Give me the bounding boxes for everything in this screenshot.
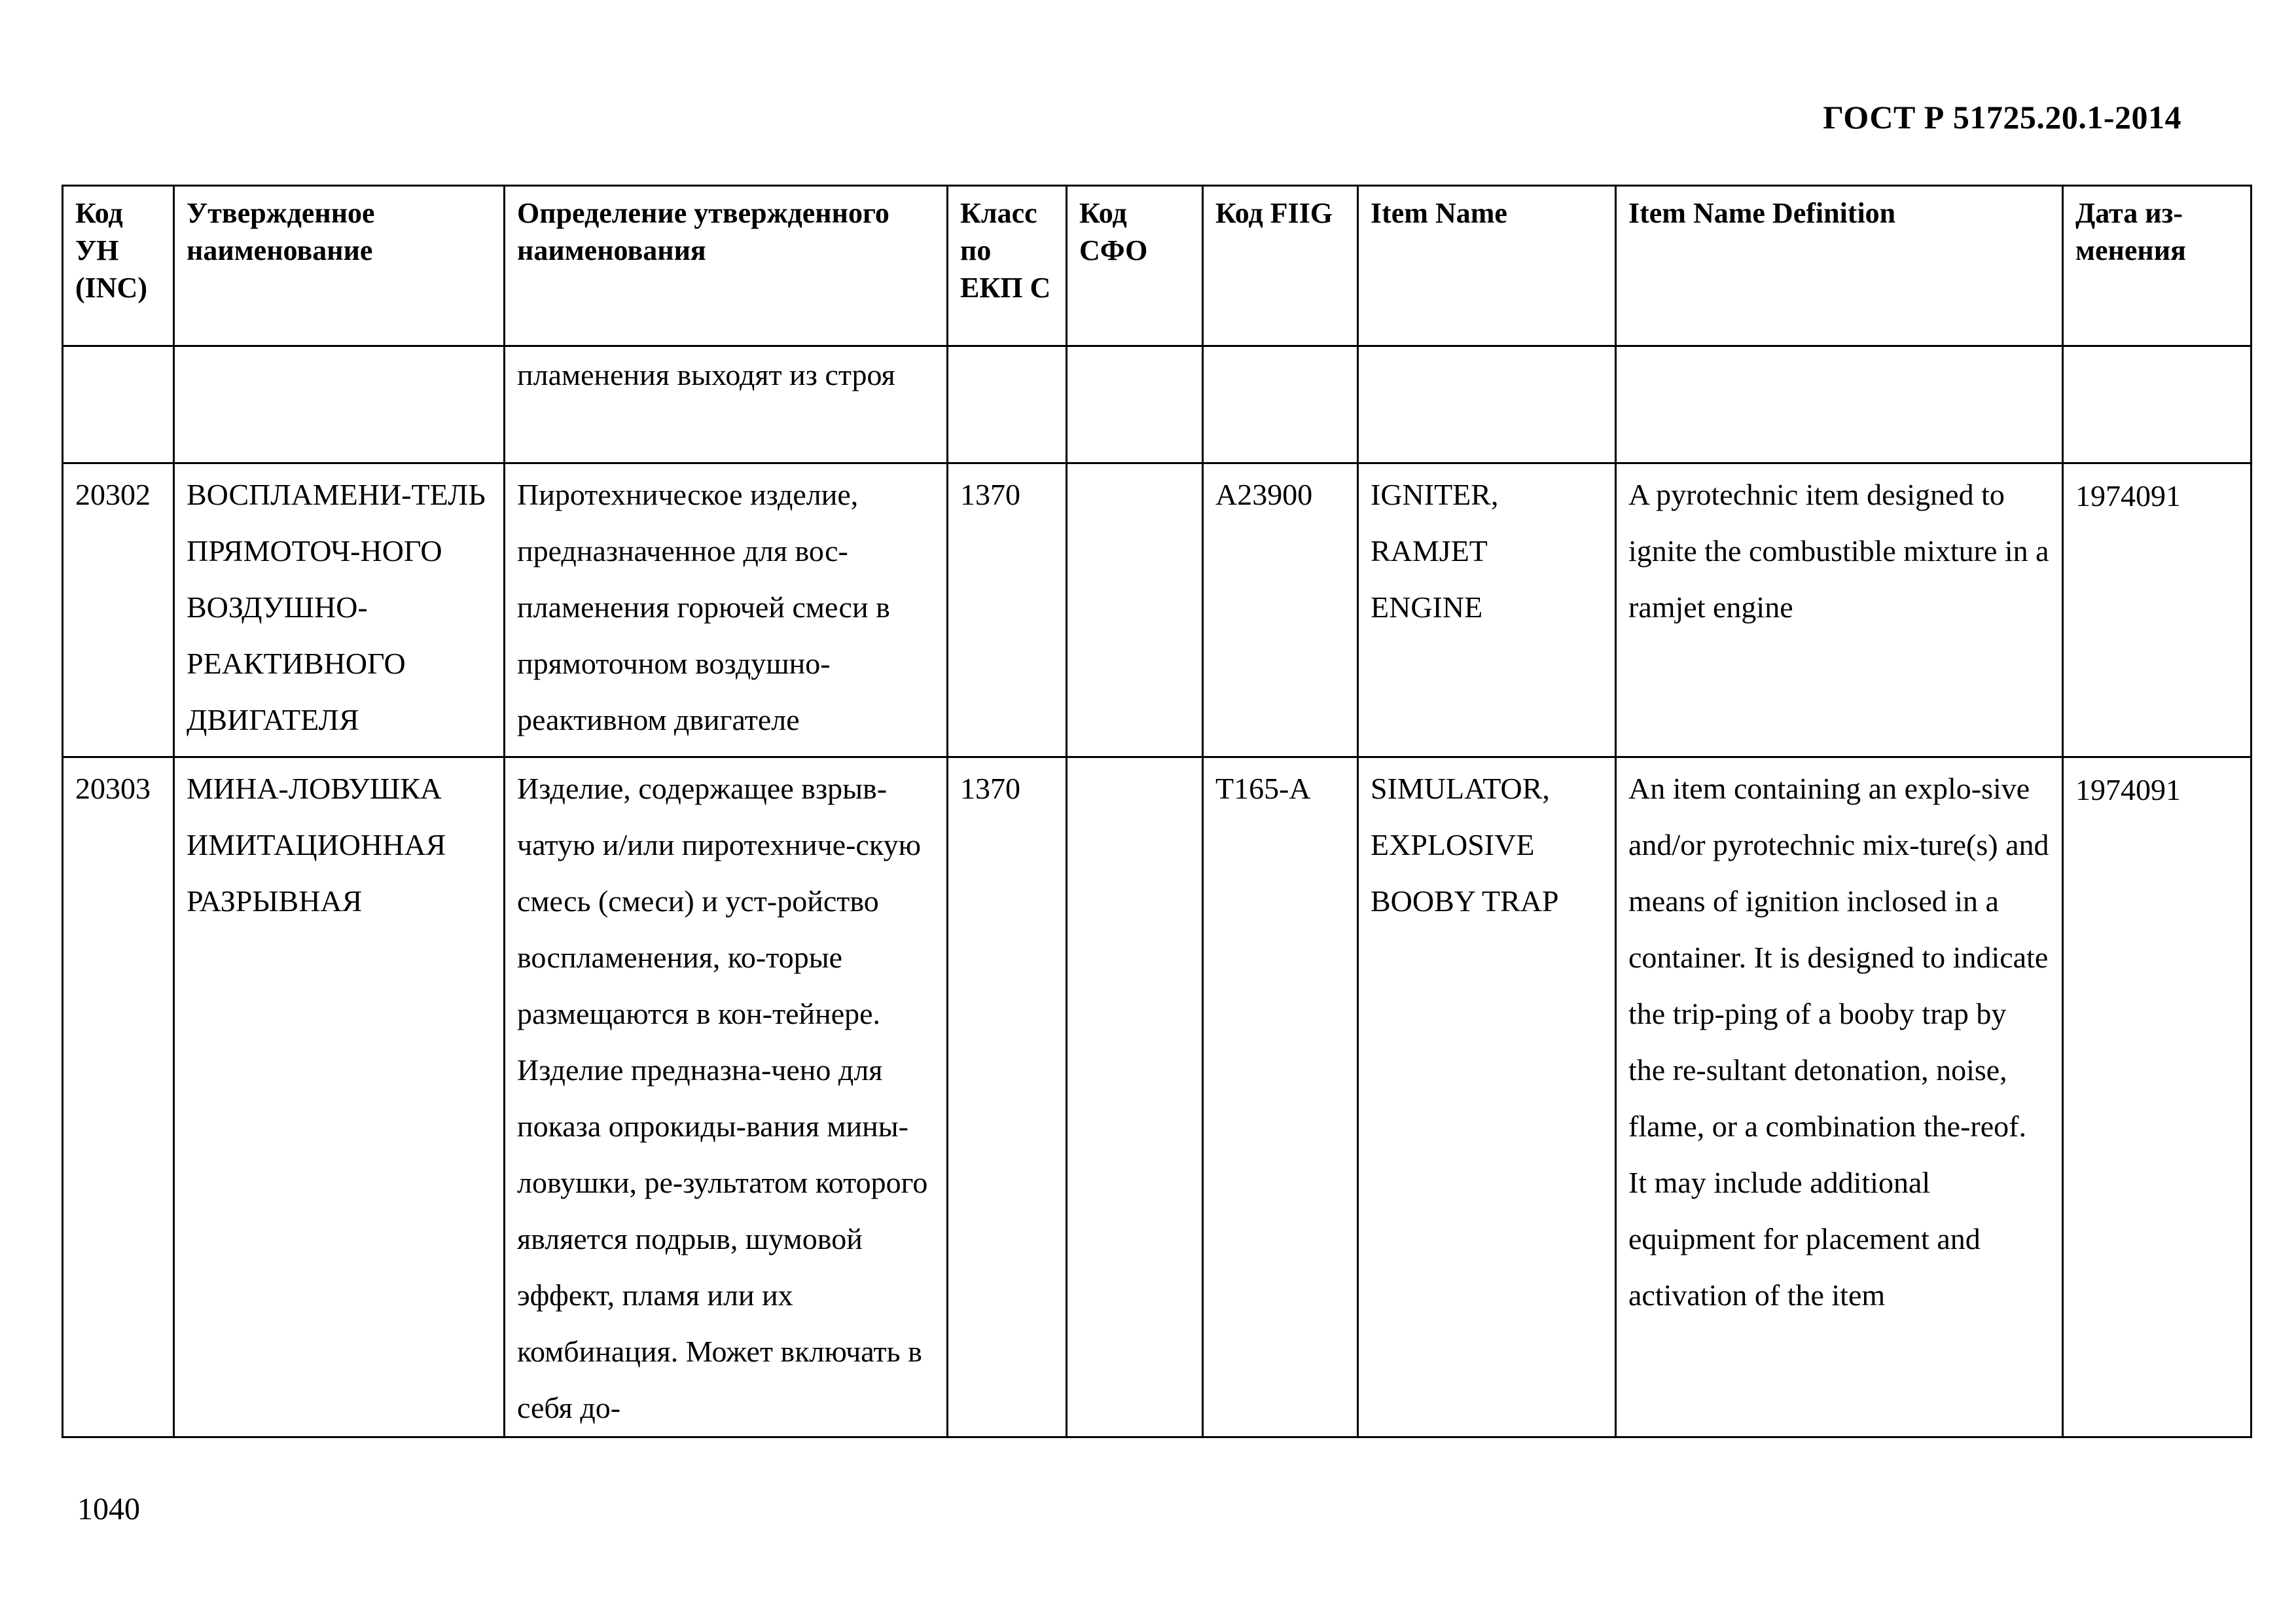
table-row — [63, 346, 2251, 463]
header-item-name-definition: Item Name Definition — [1616, 186, 2063, 346]
cell-fiig-code — [1203, 346, 1358, 463]
header-approved-name: Утвержденное наименование — [174, 186, 505, 346]
cell-inc: 20302 — [63, 463, 174, 757]
cell-approved-name — [174, 346, 505, 463]
cell-fiig-code: T165-A — [1203, 757, 1358, 1437]
cell-definition: Изделие, содержащее взрыв-чатую и/или пиротехниче-скую смесь (смеси) и уст-ройство воспламенения, ко-торые размещаются в кон-тейнере. Изделие предназна-чено для показа опрокиды-вания мины-ловушки, ре-зультатом которого является подрыв, шумовой эффект, пламя или их комбинация. Может включать в себя до- — [505, 757, 948, 1437]
cell-item-name-definition: An item containing an explo-sive and/or pyrotechnic mix-ture(s) and means of ignition inclosed in a container. It is designed to indicate the trip-ping of a booby trap by the re-sultant detonation, noise, flame, or a combination the-reof. It may include additional equipment for placement and activation of the item — [1616, 757, 2063, 1437]
header-fiig-code: Код FIIG — [1203, 186, 1358, 346]
table-row — [63, 757, 2251, 1437]
table-row — [63, 463, 2251, 757]
header-sfo-code: Код СФО — [1067, 186, 1203, 346]
document-code: ГОСТ Р 51725.20.1-2014 — [1823, 99, 2181, 135]
item-names-table — [62, 185, 2252, 1438]
page-number: 1040 — [77, 1492, 140, 1526]
cell-sfo-code — [1067, 757, 1203, 1437]
cell-ekps-class: 1370 — [948, 757, 1067, 1437]
table-header-row — [63, 186, 2251, 346]
cell-change-date: 1974091 — [2063, 757, 2251, 1437]
cell-change-date — [2063, 346, 2251, 463]
cell-definition: пламенения выходят из строя — [505, 346, 948, 463]
cell-ekps-class — [948, 346, 1067, 463]
cell-fiig-code: A23900 — [1203, 463, 1358, 757]
cell-inc — [63, 346, 174, 463]
cell-sfo-code — [1067, 346, 1203, 463]
cell-item-name-definition: A pyrotechnic item designed to ignite the combustible mixture in a ramjet engine — [1616, 463, 2063, 757]
header-approved-name-definition: Определение утвержденного наименования — [505, 186, 948, 346]
header-change-date: Дата из-менения — [2063, 186, 2251, 346]
cell-sfo-code — [1067, 463, 1203, 757]
cell-item-name-definition — [1616, 346, 2063, 463]
cell-item-name: IGNITER, RAMJET ENGINE — [1358, 463, 1616, 757]
cell-item-name — [1358, 346, 1616, 463]
cell-approved-name: МИНА-ЛОВУШКА ИМИТАЦИОННАЯ РАЗРЫВНАЯ — [174, 757, 505, 1437]
cell-definition: Пиротехническое изделие, предназначенное для вос-пламенения горючей смеси в прямоточном воздушно-реактивном двигателе — [505, 463, 948, 757]
cell-change-date: 1974091 — [2063, 463, 2251, 757]
header-inc-code: Код УН (INC) — [63, 186, 174, 346]
cell-inc: 20303 — [63, 757, 174, 1437]
header-ekps-class: Класс по ЕКП С — [948, 186, 1067, 346]
cell-item-name: SIMULATOR, EXPLOSIVE BOOBY TRAP — [1358, 757, 1616, 1437]
cell-ekps-class: 1370 — [948, 463, 1067, 757]
cell-approved-name: ВОСПЛАМЕНИ-ТЕЛЬ ПРЯМОТОЧ-НОГО ВОЗДУШНО-РЕАКТИВНОГО ДВИГАТЕЛЯ — [174, 463, 505, 757]
header-item-name: Item Name — [1358, 186, 1616, 346]
